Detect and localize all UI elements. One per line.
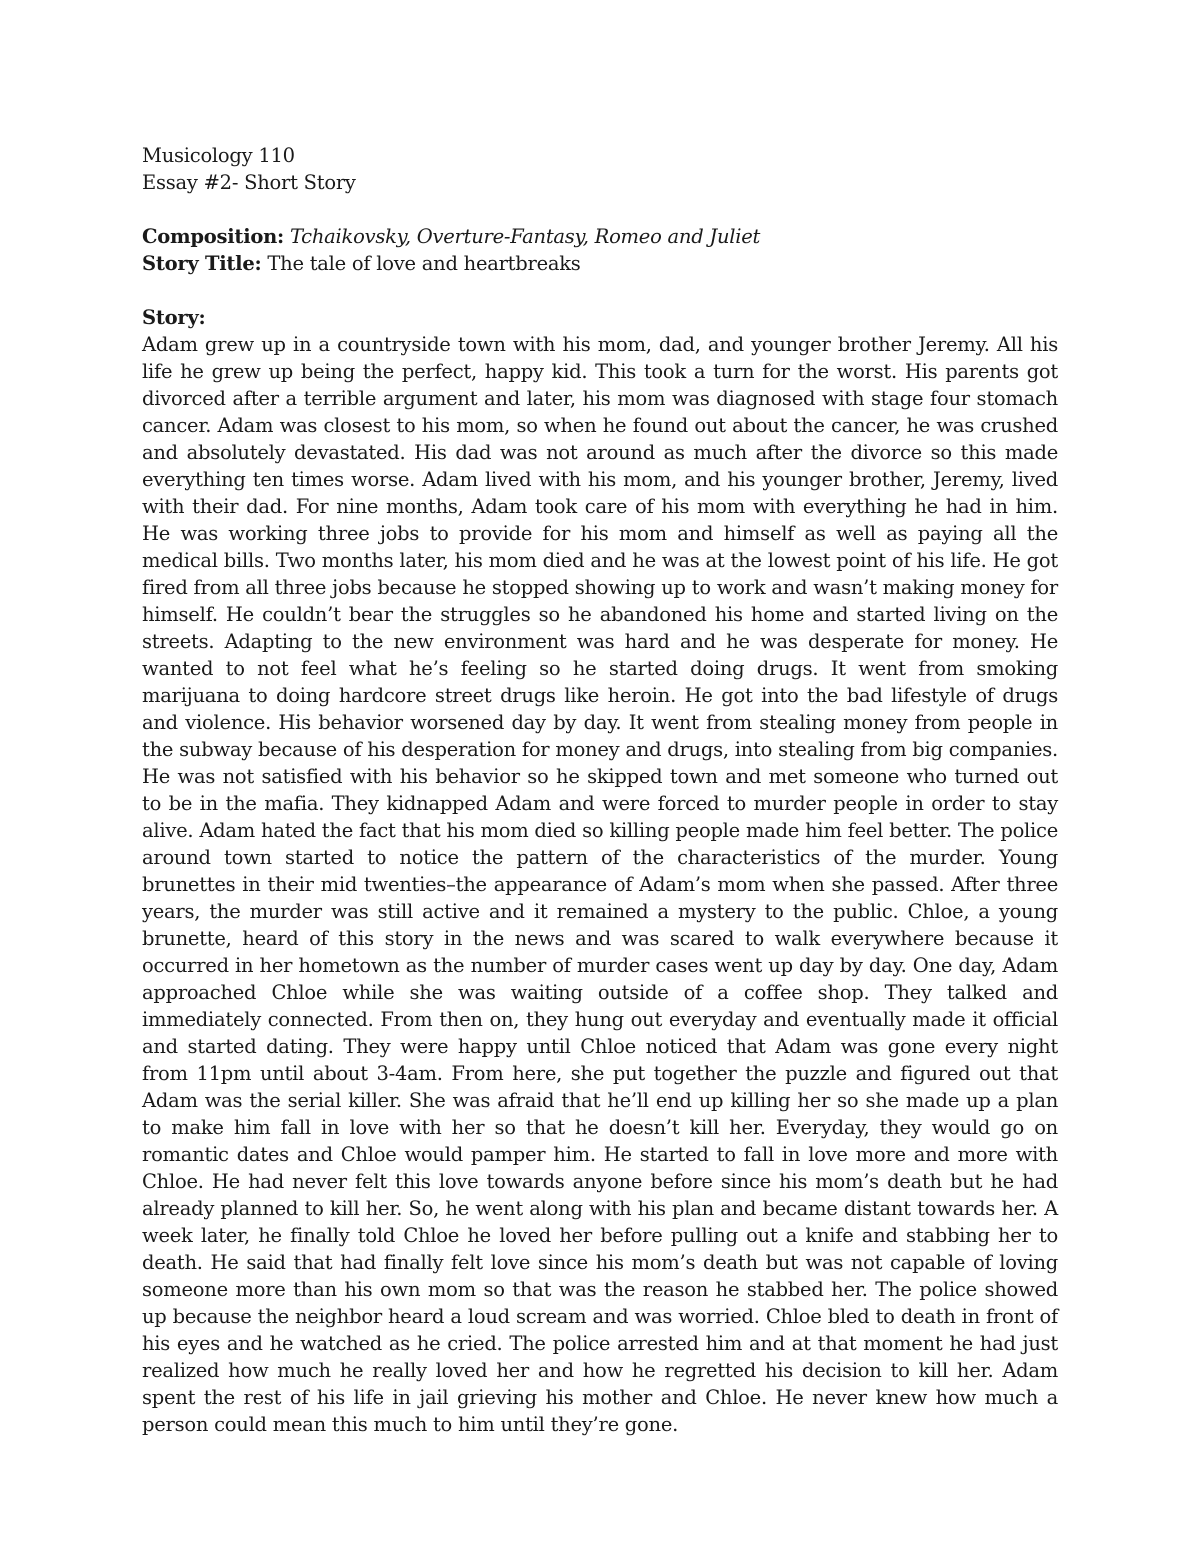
composition-line xyxy=(142,223,1058,250)
story-label: Story: xyxy=(142,306,206,329)
document-content xyxy=(142,142,1058,1438)
course-name: Musicology 110 xyxy=(142,144,295,167)
spacer xyxy=(142,277,1058,304)
composition-label: Composition: xyxy=(142,225,284,248)
assignment-title: Essay #2- Short Story xyxy=(142,171,356,194)
composition-value: Tchaikovsky, Overture-Fantasy, Romeo and Juliet xyxy=(289,225,761,248)
story-title-value: The tale of love and heartbreaks xyxy=(267,252,581,275)
spacer xyxy=(142,196,1058,223)
story-body: Adam grew up in a countryside town with his mom, dad, and younger brother Jeremy. All his life he grew up being the perfect, happy kid. This took a turn for the worst. His parents got divorced after a terrible argument and later, his mom was diagnosed with stage four stomach cancer. Adam was closest to his mom, so when he found out about the cancer, he was crushed and absolutely devastated. His dad was not around as much after the divorce so this made everything ten times worse. Adam lived with his mom, and his younger brother, Jeremy, lived with their dad. For nine months, Adam took care of his mom with everything he had in him. He was working three jobs to provide for his mom and himself as well as paying all the medical bills. Two months later, his mom died and he was at the lowest point of his life. He got fired from all three jobs because he stopped showing up to work and wasn’t making money for himself. He couldn’t bear the struggles so he abandoned his home and started living on the streets. Adapting to the new environment was hard and he was desperate for money. He wanted to not feel what he’s feeling so he started doing drugs. It went from smoking marijuana to doing hardcore street drugs like heroin. He got into the bad lifestyle of drugs and violence. His behavior worsened day by day. It went from stealing money from people in the subway because of his desperation for money and drugs, into stealing from big companies. He was not satisfied with his behavior so he skipped town and met someone who turned out to be in the mafia. They kidnapped Adam and were forced to murder people in order to stay alive. Adam hated the fact that his mom died so killing people made him feel better. The police around town started to notice the pattern of the characteristics of the murder. Young brunettes in their mid twenties–the appearance of Adam’s mom when she passed. After three years, the murder was still active and it remained a mystery to the public. Chloe, a young brunette, heard of this story in the news and was scared to walk everywhere because it occurred in her hometown as the number of murder cases went up day by day. One day, Adam approached Chloe while she was waiting outside of a coffee shop. They talked and immediately connected. From then on, they hung out everyday and eventually made it official and started dating. They were happy until Chloe noticed that Adam was gone every night from 11pm until about 3-4am. From here, she put together the puzzle and figured out that Adam was the serial killer. She was afraid that he’ll end up killing her so she made up a plan to make him fall in love with her so that he doesn’t kill her. Everyday, they would go on romantic dates and Chloe would pamper him. He started to fall in love more and more with Chloe. He had never felt this love towards anyone before since his mom’s death but he had already planned to kill her. So, he went along with his plan and became distant towards her. A week later, he finally told Chloe he loved her before pulling out a knife and stabbing her to death. He said that had finally felt love since his mom’s death but was not capable of loving someone more than his own mom so that was the reason he stabbed her. The police showed up because the neighbor heard a loud scream and was worried. Chloe bled to death in front of his eyes and he watched as he cried. The police arrested him and at that moment he had just realized how much he really loved her and how he regretted his decision to kill her. Adam spent the rest of his life in jail grieving his mother and Chloe. He never knew how much a person could mean this much to him until they’re gone. xyxy=(142,333,1058,1436)
story-title-line xyxy=(142,250,1058,277)
story-title-label: Story Title: xyxy=(142,252,262,275)
